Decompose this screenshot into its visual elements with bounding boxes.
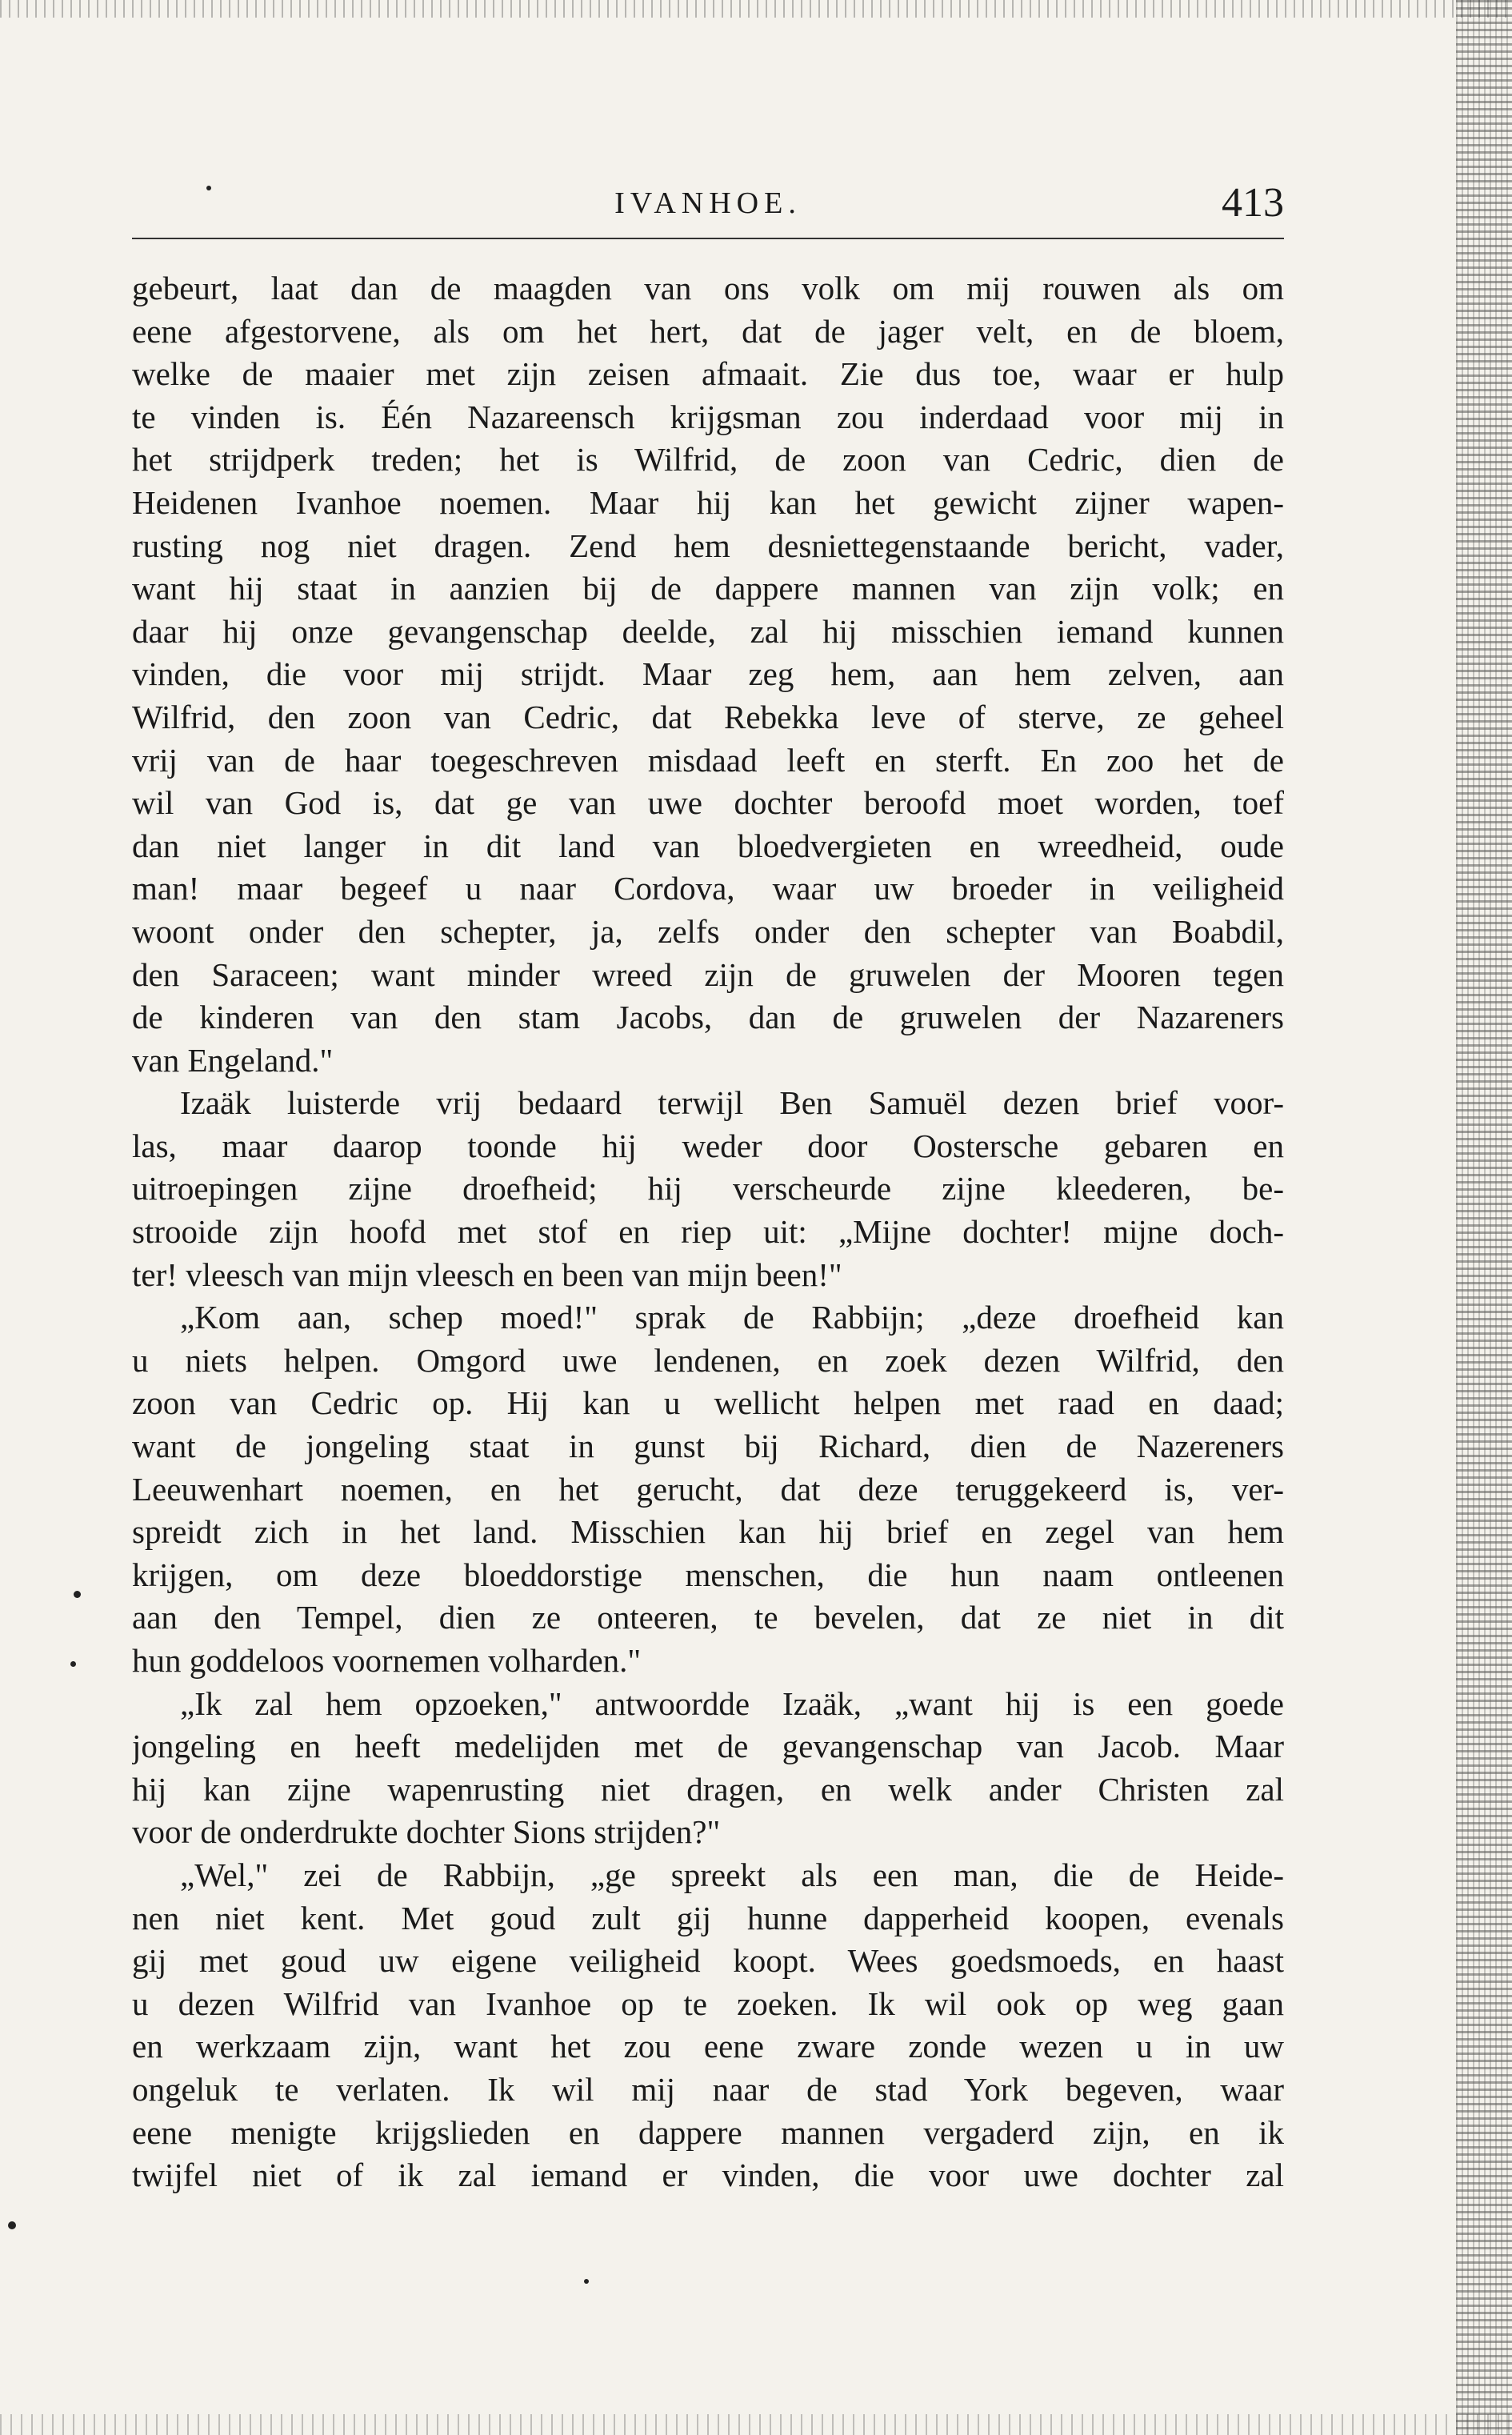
text-line: twijfel niet of ik zal iemand er vinden, die voor uwe dochter zal xyxy=(132,2157,1284,2194)
text-line: hij kan zijne wapenrusting niet dragen, en welk ander Christen zal xyxy=(132,1770,1284,1808)
text-line: Izaäk luisterde vrij bedaard terwijl Ben Samuël dezen brief voor- xyxy=(180,1084,1284,1122)
text-line: las, maar daarop toonde hij weder door Oostersche gebaren en xyxy=(132,1127,1284,1164)
page-edge-bottom xyxy=(0,2414,1512,2435)
header-rule xyxy=(132,238,1284,239)
text-line: strooide zijn hoofd met stof en riep uit: „Mijne dochter! mijne doch- xyxy=(132,1213,1284,1251)
text-line: daar hij onze gevangenschap deelde, zal hij misschien iemand kunnen xyxy=(132,612,1284,650)
text-line: van Engeland." xyxy=(132,1041,334,1079)
text-line: man! maar begeef u naar Cordova, waar uw broeder in veiligheid xyxy=(132,870,1284,907)
text-line: want de jongeling staat in gunst bij Richard, dien de Nazereners xyxy=(132,1428,1284,1465)
text-line: vinden, die voor mij strijdt. Maar zeg hem, aan hem zelven, aan xyxy=(132,655,1284,693)
text-line: den Saraceen; want minder wreed zijn de gruwelen der Mooren tegen xyxy=(132,955,1284,993)
text-line: krijgen, om deze bloeddorstige menschen, die hun naam ontleenen xyxy=(132,1556,1284,1593)
page-number: 413 xyxy=(1222,180,1284,226)
text-line: Heidenen Ivanhoe noemen. Maar hij kan het gewicht zijner wapen- xyxy=(132,483,1284,521)
margin-speck xyxy=(8,2221,16,2229)
text-line: ongeluk te verlaten. Ik wil mij naar de stad York begeven, waar xyxy=(132,2070,1284,2108)
text-line: voor de onderdrukte dochter Sions strijden?" xyxy=(132,1813,721,1851)
text-line: rusting nog niet dragen. Zend hem desniettegenstaande bericht, vader, xyxy=(132,527,1284,564)
page-edge-right xyxy=(1456,0,1512,2435)
text-line: „Ik zal hem opzoeken," antwoordde Izaäk, „want hij is een goede xyxy=(180,1684,1284,1722)
text-line: u niets helpen. Omgord uwe lendenen, en zoek dezen Wilfrid, den xyxy=(132,1341,1284,1379)
running-title: IVANHOE. xyxy=(614,186,802,220)
margin-speck xyxy=(584,2279,589,2284)
body-text xyxy=(132,267,1284,2197)
text-line: de kinderen van den stam Jacobs, dan de gruwelen der Nazareners xyxy=(132,999,1284,1036)
text-line: nen niet kent. Met goud zult gij hunne dapperheid koopen, evenals xyxy=(132,1899,1284,1936)
text-line: vrij van de haar toegeschreven misdaad leeft en sterft. En zoo het de xyxy=(132,741,1284,779)
text-line: te vinden is. Één Nazareensch krijgsman zou inderdaad voor mij in xyxy=(132,398,1284,435)
text-line: aan den Tempel, dien ze onteeren, te bevelen, dat ze niet in dit xyxy=(132,1599,1284,1636)
text-line: jongeling en heeft medelijden met de gevangenschap van Jacob. Maar xyxy=(132,1728,1284,1765)
text-line: hun goddeloos voornemen volharden." xyxy=(132,1642,642,1679)
text-line: welke de maaier met zijn zeisen afmaait. Zie dus toe, waar er hulp xyxy=(132,355,1284,393)
margin-speck xyxy=(206,186,211,190)
text-line: gebeurt, laat dan de maagden van ons volk om mij rouwen als om xyxy=(132,270,1284,306)
text-line: woont onder den schepter, ja, zelfs onder den schepter van Boabdil, xyxy=(132,912,1284,950)
text-line: wil van God is, dat ge van uwe dochter beroofd moet worden, toef xyxy=(132,784,1284,822)
text-line: „Wel," zei de Rabbijn, „ge spreekt als een man, die de Heide- xyxy=(180,1856,1284,1893)
text-line: en werkzaam zijn, want het zou eene zware zonde wezen u in uw xyxy=(132,2028,1284,2065)
text-line: gij met goud uw eigene veiligheid koopt. Wees goedsmoeds, en haast xyxy=(132,1942,1284,1980)
text-line: zoon van Cedric op. Hij kan u wellicht helpen met raad en daad; xyxy=(132,1384,1284,1422)
text-line: uitroepingen zijne droefheid; hij verscheurde zijne kleederen, be- xyxy=(132,1170,1284,1207)
page-edge-top xyxy=(0,0,1512,18)
text-line: „Kom aan, schep moed!" sprak de Rabbijn; „deze droefheid kan xyxy=(180,1299,1284,1336)
text-line: u dezen Wilfrid van Ivanhoe op te zoeken. Ik wil ook op weg gaan xyxy=(132,1984,1284,2022)
text-line: het strijdperk treden; het is Wilfrid, de zoon van Cedric, dien de xyxy=(132,441,1284,479)
text-line: eene afgestorvene, als om het hert, dat de jager velt, en de bloem, xyxy=(132,312,1284,350)
running-head xyxy=(132,176,1284,240)
margin-speck xyxy=(74,1591,81,1598)
text-line: want hij staat in aanzien bij de dappere mannen van zijn volk; en xyxy=(132,570,1284,607)
text-line: dan niet langer in dit land van bloedvergieten en wreedheid, oude xyxy=(132,827,1284,864)
text-line: spreidt zich in het land. Misschien kan hij brief en zegel van hem xyxy=(132,1513,1284,1551)
text-line: Wilfrid, den zoon van Cedric, dat Rebekka leve of sterve, ze geheel xyxy=(132,698,1284,735)
text-line: ter! vleesch van mijn vleesch en been van mijn been!" xyxy=(132,1256,842,1293)
margin-speck xyxy=(70,1661,76,1667)
text-line: Leeuwenhart noemen, en het gerucht, dat deze teruggekeerd is, ver- xyxy=(132,1470,1284,1508)
text-line: eene menigte krijgslieden en dappere mannen vergaderd zijn, en ik xyxy=(132,2113,1284,2151)
